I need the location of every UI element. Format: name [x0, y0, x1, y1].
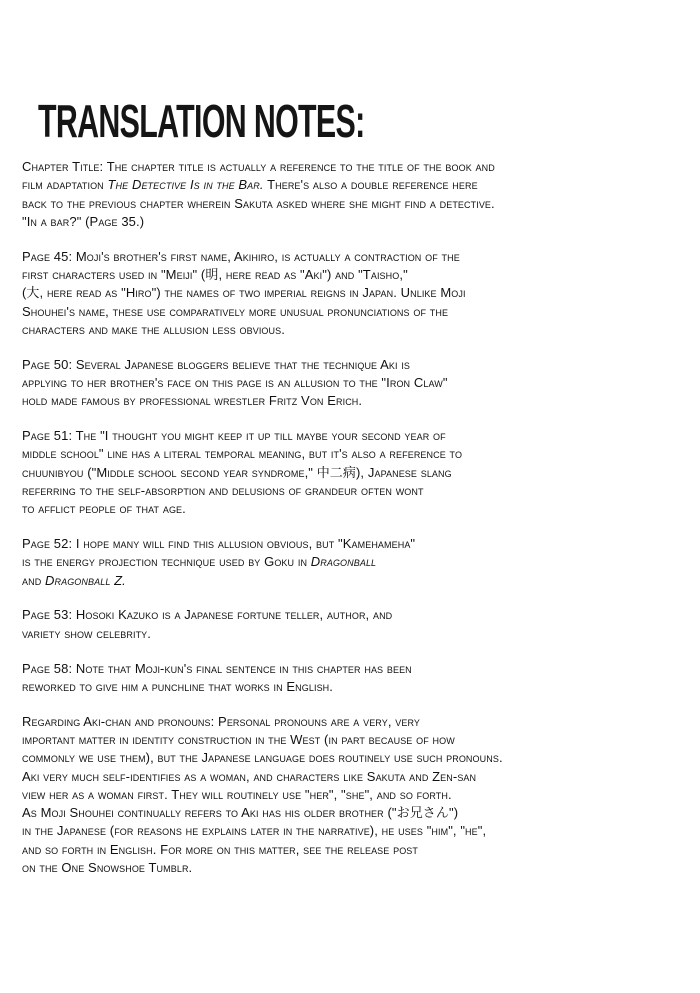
- note-line: [22, 625, 692, 643]
- note-text: Page 50: Several Japanese bloggers believe that the technique Aki is: [22, 356, 411, 372]
- note-line: [22, 392, 692, 410]
- translation-notes: [22, 158, 692, 894]
- note-paragraph: [22, 158, 692, 231]
- note-line: [22, 427, 692, 445]
- note-text: first characters used in "Meiji" (明, here read as "Aki") and "Taisho,": [22, 266, 408, 282]
- note-text: back to the previous chapter wherein Sakuta asked where she might find a detective.: [22, 195, 495, 211]
- note-text: (大, here read as "Hiro") the names of two imperial reigns in Japan. Unlike Moji: [22, 285, 466, 301]
- note-line: [22, 841, 692, 859]
- note-line: [22, 768, 692, 786]
- note-paragraph: [22, 427, 692, 518]
- note-line: [22, 158, 692, 176]
- italic-title-text: Dragonball: [310, 554, 377, 570]
- note-text: reworked to give him a punchline that works in English.: [22, 678, 333, 694]
- note-line: [22, 248, 692, 266]
- note-line: [22, 213, 692, 231]
- note-line: [22, 859, 692, 877]
- note-text: There's also a double reference here: [263, 177, 478, 193]
- note-paragraph: [22, 713, 692, 878]
- note-line: [22, 804, 692, 822]
- note-text: Page 58: Note that Moji-kun's final sentence in this chapter has been: [22, 660, 412, 676]
- note-text: and: [22, 572, 46, 588]
- note-line: [22, 572, 692, 590]
- note-line: [22, 731, 692, 749]
- note-text: Chapter Title: The chapter title is actually a reference to the title of the book and: [22, 159, 495, 174]
- note-text: chuunibyou ("Middle school second year syndrome," 中二病), Japanese slang: [22, 464, 452, 480]
- note-line: [22, 660, 692, 678]
- note-text: characters and make the allusion less obvious.: [22, 321, 285, 337]
- note-paragraph: [22, 356, 692, 411]
- note-line: [22, 195, 692, 213]
- italic-title-text: Dragonball Z.: [45, 572, 126, 588]
- note-text: to afflict people of that age.: [22, 501, 186, 517]
- note-text: Page 53: Hosoki Kazuko is a Japanese fortune teller, author, and: [22, 607, 393, 623]
- note-line: [22, 284, 692, 302]
- note-text: Shouhei's name, these use comparatively more unusual pronunciations of the: [22, 303, 449, 319]
- note-line: [22, 749, 692, 767]
- note-line: [22, 822, 692, 840]
- note-line: [22, 713, 692, 731]
- note-text: Regarding Aki-chan and pronouns: Personal pronouns are a very, very: [22, 713, 421, 729]
- note-text: As Moji Shouhei continually refers to Aki has his older brother ("お兄さん"): [22, 805, 459, 821]
- note-text: Page 51: The "I thought you might keep it up till maybe your second year of: [22, 428, 446, 444]
- note-text: is the energy projection technique used by Goku in: [22, 554, 311, 570]
- note-paragraph: [22, 535, 692, 590]
- note-line: [22, 678, 692, 696]
- note-line: [22, 303, 692, 321]
- note-line: [22, 482, 692, 500]
- note-line: [22, 266, 692, 284]
- note-line: [22, 176, 692, 194]
- note-text: Page 52: I hope many will find this allusion obvious, but "Kamehameha": [22, 536, 416, 552]
- note-text: film adaptation: [22, 177, 108, 193]
- note-line: [22, 535, 692, 553]
- note-line: [22, 356, 692, 374]
- note-line: [22, 321, 692, 339]
- note-text: Page 45: Moji's brother's first name, Akihiro, is actually a contraction of the: [22, 248, 460, 264]
- note-paragraph: [22, 606, 692, 643]
- note-line: [22, 786, 692, 804]
- note-line: [22, 500, 692, 518]
- note-paragraph: [22, 660, 692, 697]
- note-text: on the One Snowshoe Tumblr.: [22, 860, 193, 875]
- note-text: Aki very much self-identifies as a woman, and characters like Sakuta and Zen-san: [22, 768, 477, 784]
- note-text: important matter in identity construction in the West (in part because of how: [22, 731, 455, 747]
- note-line: [22, 553, 692, 571]
- note-text: commonly we use them), but the Japanese language does routinely use such pronouns.: [22, 750, 503, 766]
- note-text: middle school" line has a literal temporal meaning, but it's also a reference to: [22, 446, 463, 462]
- note-paragraph: [22, 248, 692, 339]
- page-title: TRANSLATION NOTES:: [38, 95, 365, 147]
- note-text: in the Japanese (for reasons he explains later in the narrative), he uses "him", "he",: [22, 823, 487, 839]
- note-line: [22, 374, 692, 392]
- note-text: and so forth in English. For more on this matter, see the release post: [22, 841, 418, 857]
- note-text: variety show celebrity.: [22, 625, 151, 641]
- note-text: applying to her brother's face on this page is an allusion to the "Iron Claw": [22, 374, 448, 390]
- note-text: "In a bar?" (Page 35.): [22, 213, 145, 229]
- note-text: referring to the self-absorption and delusions of grandeur often wont: [22, 482, 424, 498]
- note-text: view her as a woman first. They will routinely use "her", "she", and so forth.: [22, 786, 452, 802]
- note-line: [22, 606, 692, 624]
- note-line: [22, 464, 692, 482]
- note-text: hold made famous by professional wrestler Fritz Von Erich.: [22, 393, 363, 409]
- note-line: [22, 445, 692, 463]
- italic-title-text: The Detective Is in the Bar.: [107, 177, 264, 193]
